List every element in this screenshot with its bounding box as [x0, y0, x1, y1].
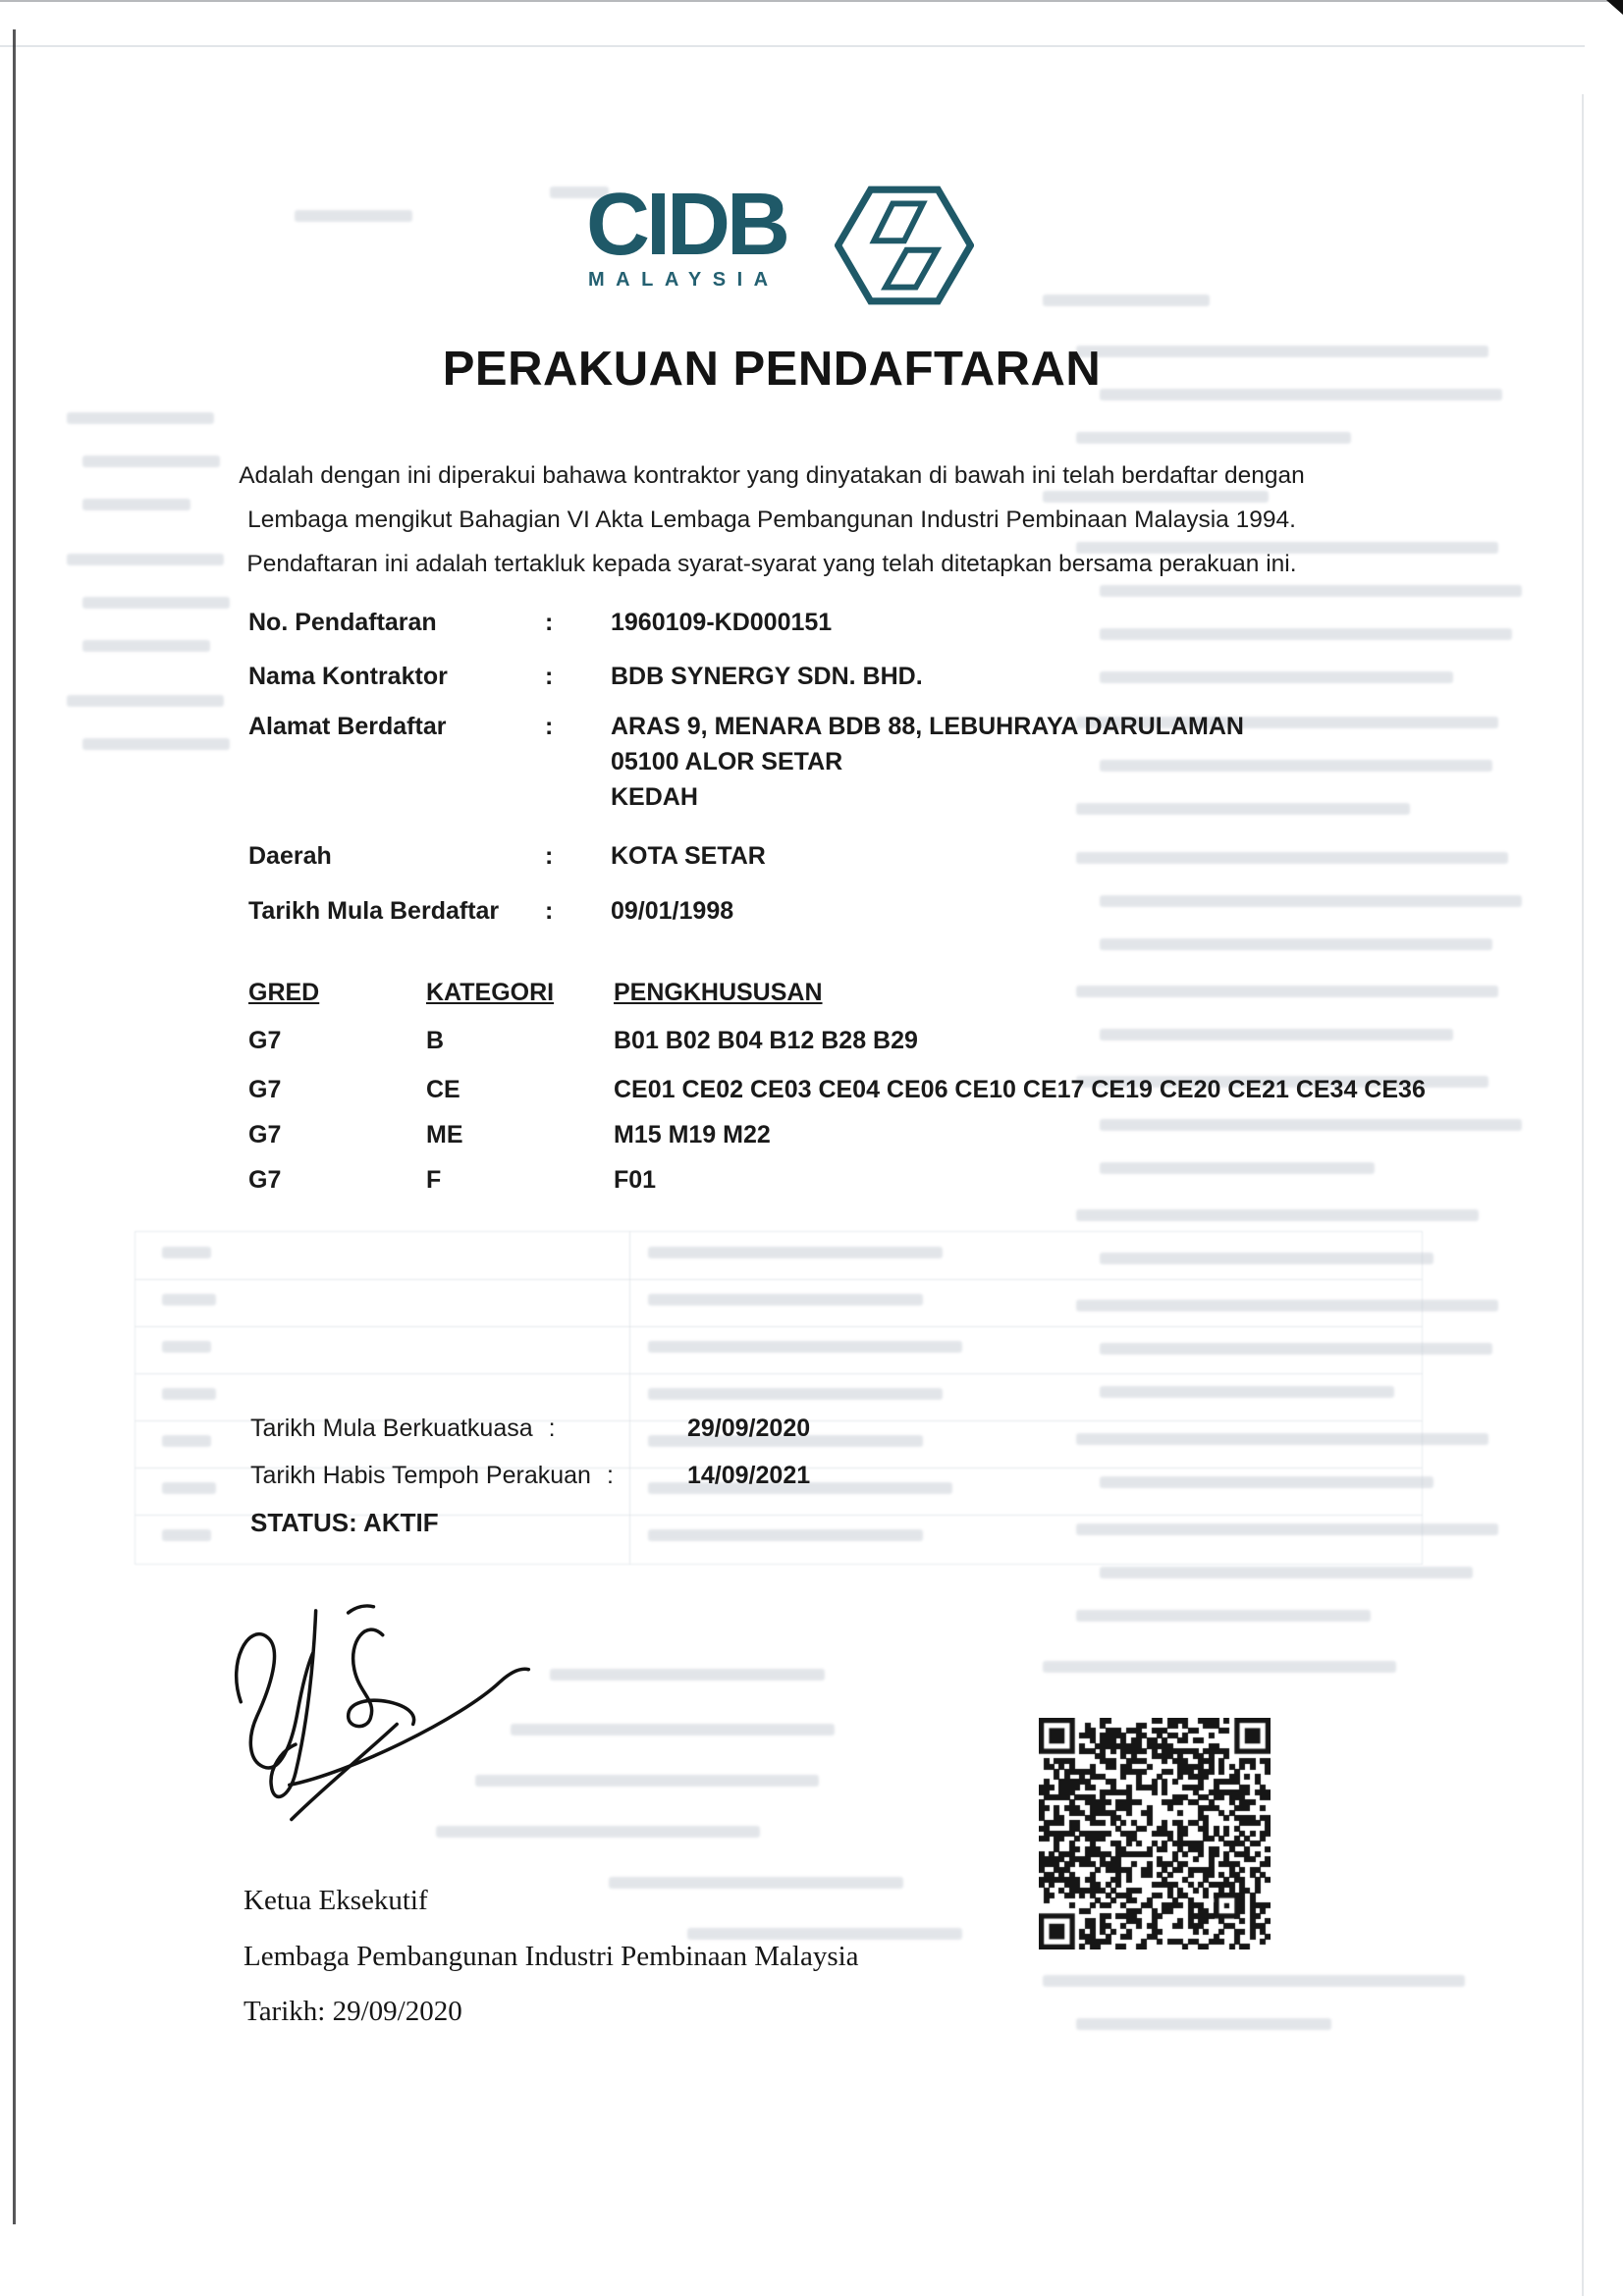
column-header-pengkhususan: PENGKHUSUSAN [614, 979, 823, 1006]
cell-kategori: ME [426, 1121, 463, 1148]
cell-gred: G7 [248, 1121, 282, 1148]
field-value: KOTA SETAR [611, 842, 766, 870]
field-colon: : [545, 897, 554, 925]
field-value-line-3: KEDAH [611, 783, 698, 811]
field-colon: : [548, 1415, 556, 1442]
field-label-text: Tarikh Mula Berkuatkuasa [250, 1415, 533, 1442]
cell-kategori: CE [426, 1076, 460, 1103]
field-tarikh-mula-berdaftar [0, 897, 1623, 927]
field-value: 1960109-KD000151 [611, 609, 833, 636]
field-label: Daerah [248, 842, 332, 870]
cidb-logo-wordmark: CIDB [586, 176, 786, 274]
cidb-logo-country-label: MALAYSIA [588, 269, 780, 291]
cell-pengkhususan: M15 M19 M22 [614, 1121, 771, 1148]
intro-paragraph [0, 454, 1543, 586]
column-header-gred: GRED [248, 979, 320, 1006]
field-value-line-1: ARAS 9, MENARA BDB 88, LEBUHRAYA DARULAMAN [611, 713, 1244, 740]
column-header-kategori: KATEGORI [426, 979, 555, 1006]
field-no-pendaftaran [0, 609, 1623, 638]
field-label: Alamat Berdaftar [248, 713, 447, 740]
cidb-logo [586, 176, 989, 314]
cell-gred: G7 [248, 1166, 282, 1194]
qr-code [1039, 1718, 1271, 1949]
field-colon: : [545, 842, 554, 870]
cell-pengkhususan: F01 [614, 1166, 657, 1194]
field-colon: : [545, 663, 554, 690]
field-value: 09/01/1998 [611, 897, 734, 925]
field-daerah [0, 842, 1623, 872]
field-colon: : [545, 609, 554, 636]
cell-pengkhususan: CE01 CE02 CE03 CE04 CE06 CE10 CE17 CE19 CE20 CE21 CE34 CE36 [614, 1076, 1426, 1103]
organization-name: Lembaga Pembangunan Industri Pembinaan Malaysia [243, 1941, 859, 1972]
field-colon: : [545, 713, 554, 740]
field-value: BDB SYNERGY SDN. BHD. [611, 663, 923, 690]
intro-line-1: Adalah dengan ini diperakui bahawa kontraktor yang dinyatakan di bawah ini telah berdaftar dengan [239, 462, 1305, 489]
cell-pengkhususan: B01 B02 B04 B12 B28 B29 [614, 1027, 918, 1054]
cidb-hexagon-mark-icon [835, 185, 974, 306]
field-colon: : [606, 1462, 614, 1489]
field-value: 14/09/2021 [687, 1462, 811, 1489]
signature-scribble [218, 1582, 564, 1836]
signatory-title: Ketua Eksekutif [243, 1885, 428, 1916]
field-label: No. Pendaftaran [248, 609, 437, 636]
field-label [250, 1462, 614, 1490]
field-label-text: Tarikh Habis Tempoh Perakuan [250, 1462, 591, 1489]
cell-kategori: B [426, 1027, 445, 1054]
field-label [250, 1415, 556, 1443]
field-label: Tarikh Mula Berdaftar [248, 897, 500, 925]
field-nama-kontraktor [0, 663, 1623, 692]
field-alamat-berdaftar [0, 713, 1623, 821]
field-label: Nama Kontraktor [248, 663, 448, 690]
footer-date: Tarikh: 29/09/2020 [243, 1996, 462, 2027]
status-line: STATUS: AKTIF [250, 1508, 439, 1537]
cell-gred: G7 [248, 1027, 282, 1054]
cell-kategori: F [426, 1166, 442, 1194]
cell-gred: G7 [248, 1076, 282, 1103]
field-value-line-2: 05100 ALOR SETAR [611, 748, 843, 775]
intro-line-2: Lembaga mengikut Bahagian VI Akta Lembaga Pembangunan Industri Pembinaan Malaysia 1994. [247, 507, 1296, 533]
document-title: PERAKUAN PENDAFTARAN [442, 343, 1102, 396]
field-value: 29/09/2020 [687, 1415, 811, 1442]
intro-line-3: Pendaftaran ini adalah tertakluk kepada syarat-syarat yang telah ditetapkan bersama perakuan ini. [246, 551, 1297, 577]
